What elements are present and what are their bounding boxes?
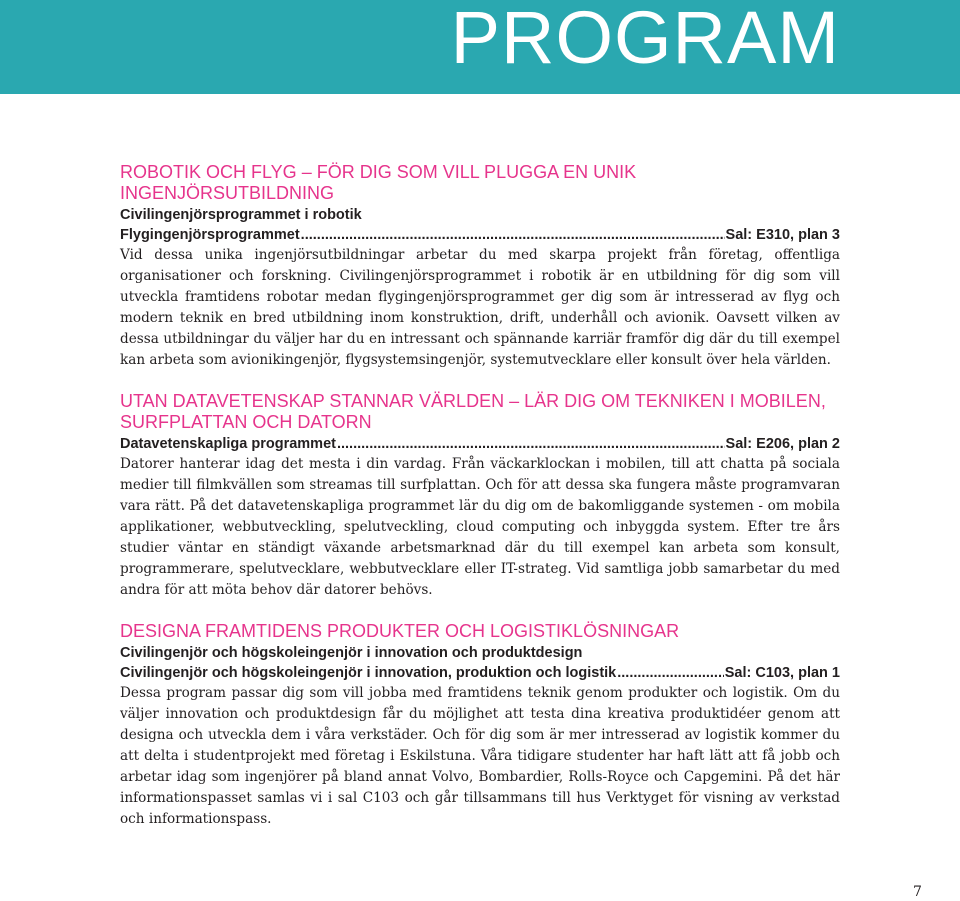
- section-datavetenskap: [120, 391, 840, 601]
- program-name: Datavetenskapliga programmet: [120, 436, 336, 452]
- room-location: Sal: E206, plan 2: [725, 436, 840, 452]
- section-heading: ROBOTIK OCH FLYG – FÖR DIG SOM VILL PLUGGA EN UNIK INGENJÖRSUTBILDNING: [120, 162, 637, 203]
- section-body: Dessa program passar dig som vill jobba med framtidens teknik genom produkter och logistik. Om du väljer innovation och produktdesign får du möjlighet att testa dina kreativa produktidéer genom att designa och utveckla dem i våra verkstäder. Och för dig som är mer intresserad av logistik kommer du att delta i studentprojekt med företag i Eskilstuna. Våra tidigare studenter har haft lätt att få jobb och arbetar idag som ingenjörer på bland annat Volvo, Bombardier, Rolls-Royce och Capgemini. På det här informationspasset samlas vi i sal C103 och går tillsammans till hus Verktyget för visning av verkstad och informationspass.: [120, 685, 840, 827]
- section-heading: UTAN DATAVETENSKAP STANNAR VÄRLDEN – LÄR DIG OM TEKNIKEN I MOBILEN, SURFPLATTAN OCH DATORN: [120, 391, 826, 432]
- program-name: Civilingenjör och högskoleingenjör i innovation, produktion och logistik: [120, 665, 617, 681]
- page-title: PROGRAM: [450, 0, 840, 79]
- main-content: [120, 162, 840, 850]
- section-body: Datorer hanterar idag det mesta i din vardag. Från väckarklockan i mobilen, till att chatta på sociala medier till filmkvällen som streamas till surfplattan. Och för att dessa ska fungera måste programvaran vara rätt. På det datavetenskapliga programmet lär du dig om de bakomliggande systemen - om mobila applikationer, webbutveckling, spelutveckling, cloud computing och inbyggda system. Efter tre års studier väntar en ständigt växande arbetsmarknad där du till exempel kan arbeta som konsult, programmerare, spelutvecklare, webbutvecklare eller IT-strateg. Vid samtliga jobb samarbetar du med andra för att möta behov där datorer behövs.: [120, 456, 840, 598]
- program-name: Civilingenjörsprogrammet i robotik: [120, 207, 362, 223]
- room-location: Sal: E310, plan 3: [725, 227, 840, 243]
- program-name: Flygingenjörsprogrammet: [120, 227, 300, 243]
- program-name: Civilingenjör och högskoleingenjör i innovation och produktdesign: [120, 645, 583, 661]
- page-number: 7: [913, 884, 922, 900]
- section-body: Vid dessa unika ingenjörsutbildningar arbetar du med skarpa projekt från företag, offentliga organisationer och forskning. Civilingenjörsprogrammet i robotik är en utbildning för dig som vill utveckla framtidens robotar medan flygingenjörsprogrammet ger dig som är intresserad av flyg och modern teknik en bred utbildning inom konstruktion, drift, underhåll och avionik. Oavsett vilken av dessa utbildningar du väljer har du en intressant och spännande karriär framför dig där du till exempel kan arbeta som avionikingenjör, flygsystemsingenjör, systemutvecklare eller konsult över hela världen.: [120, 247, 840, 368]
- dot-leader: [617, 663, 724, 683]
- program-location-line: [120, 434, 840, 454]
- section-design: [120, 621, 840, 830]
- section-robotik: [120, 162, 840, 371]
- room-location: Sal: C103, plan 1: [724, 665, 840, 681]
- dot-leader: [301, 225, 725, 245]
- header-banner: [0, 0, 960, 94]
- dot-leader: [337, 434, 725, 454]
- program-location-line: [120, 225, 840, 245]
- section-heading: DESIGNA FRAMTIDENS PRODUKTER OCH LOGISTIKLÖSNINGAR: [120, 621, 680, 641]
- program-location-line: [120, 663, 840, 683]
